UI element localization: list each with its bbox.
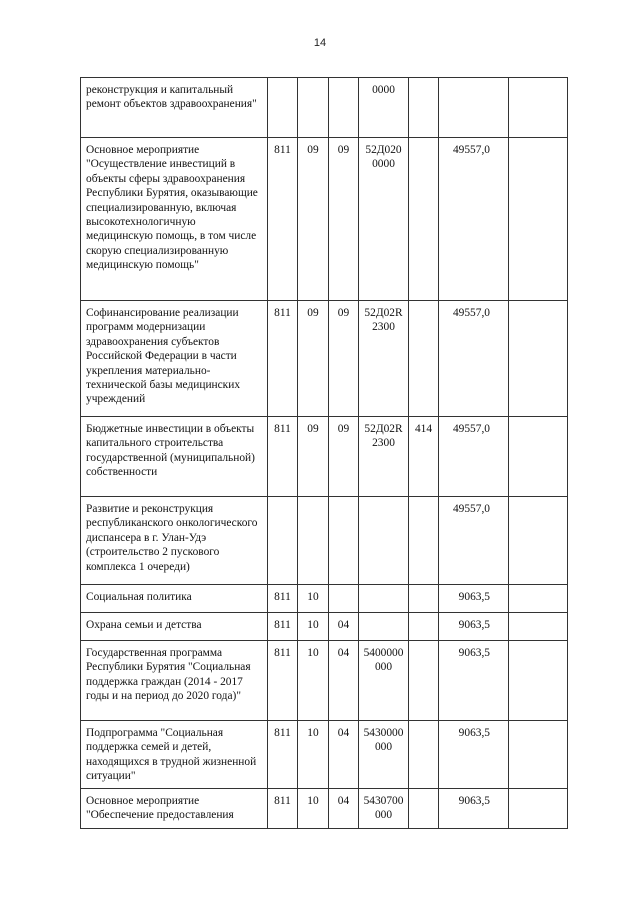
amount-cell [439, 78, 509, 138]
subsection-code-cell [329, 585, 359, 613]
target-article-cell: 5400000 000 [359, 641, 409, 721]
expense-type-cell [409, 788, 439, 828]
ministry-code-cell: 811 [268, 301, 298, 417]
subsection-code-cell: 09 [329, 417, 359, 497]
expense-type-cell [409, 78, 439, 138]
expense-type-cell [409, 301, 439, 417]
table-row [81, 721, 568, 789]
target-article-cell: 5430700 000 [359, 788, 409, 828]
ministry-code-cell [268, 497, 298, 585]
subsection-code-cell: 04 [329, 788, 359, 828]
amount-cell: 9063,5 [439, 641, 509, 721]
row-name-cell: Государственная программа Республики Бурятия "Социальная поддержка граждан (2014 - 2017 годы и на период до 2020 года)" [81, 641, 268, 721]
amount-cell: 49557,0 [439, 417, 509, 497]
table-row [81, 417, 568, 497]
subsection-code-cell [329, 497, 359, 585]
amount-cell: 9063,5 [439, 585, 509, 613]
row-name-cell: Основное мероприятие "Обеспечение предоставления [81, 788, 268, 828]
amount-cell: 9063,5 [439, 613, 509, 641]
row-name-cell: Развитие и реконструкция республиканского онкологического диспансера в г. Улан-Удэ (строительство 2 пускового комплекса 1 очереди) [81, 497, 268, 585]
row-name-cell: Социальная политика [81, 585, 268, 613]
extra-cell [509, 641, 568, 721]
ministry-code-cell: 811 [268, 721, 298, 789]
table-row [81, 497, 568, 585]
ministry-code-cell: 811 [268, 788, 298, 828]
expense-type-cell [409, 138, 439, 301]
table-row [81, 78, 568, 138]
subsection-code-cell: 09 [329, 138, 359, 301]
extra-cell [509, 613, 568, 641]
table-row [81, 641, 568, 721]
ministry-code-cell: 811 [268, 138, 298, 301]
amount-cell: 49557,0 [439, 497, 509, 585]
table-row [81, 585, 568, 613]
section-code-cell [298, 78, 329, 138]
table-row [81, 613, 568, 641]
expense-type-cell: 414 [409, 417, 439, 497]
amount-cell: 49557,0 [439, 138, 509, 301]
row-name-cell: Подпрограмма "Социальная поддержка семей и детей, находящихся в трудной жизненной ситуации" [81, 721, 268, 789]
section-code-cell: 10 [298, 721, 329, 789]
extra-cell [509, 417, 568, 497]
expense-type-cell [409, 497, 439, 585]
subsection-code-cell: 04 [329, 641, 359, 721]
subsection-code-cell: 09 [329, 301, 359, 417]
ministry-code-cell [268, 78, 298, 138]
target-article-cell: 0000 [359, 78, 409, 138]
section-code-cell: 09 [298, 138, 329, 301]
amount-cell: 9063,5 [439, 721, 509, 789]
target-article-cell [359, 497, 409, 585]
extra-cell [509, 301, 568, 417]
row-name-cell: Основное мероприятие "Осуществление инвестиций в объекты сферы здравоохранения Республики Бурятия, оказывающие специализированную, включая высокотехнологичную медицинскую помощь, в том числе скорую специализированную медицинскую помощь" [81, 138, 268, 301]
section-code-cell: 10 [298, 641, 329, 721]
expense-type-cell [409, 641, 439, 721]
row-name-cell: Бюджетные инвестиции в объекты капитального строительства государственной (муниципальной) собственности [81, 417, 268, 497]
row-name-cell: реконструкция и капитальный ремонт объектов здравоохранения" [81, 78, 268, 138]
amount-cell: 9063,5 [439, 788, 509, 828]
row-name-cell: Софинансирование реализации программ модернизации здравоохранения субъектов Российской Федерации в части укрепления материально-технической базы медицинских учреждений [81, 301, 268, 417]
ministry-code-cell: 811 [268, 641, 298, 721]
page-number: 14 [313, 37, 327, 49]
target-article-cell: 52Д020 0000 [359, 138, 409, 301]
section-code-cell: 09 [298, 417, 329, 497]
table-row [81, 301, 568, 417]
section-code-cell: 10 [298, 585, 329, 613]
expense-type-cell [409, 585, 439, 613]
ministry-code-cell: 811 [268, 613, 298, 641]
section-code-cell: 09 [298, 301, 329, 417]
amount-cell: 49557,0 [439, 301, 509, 417]
extra-cell [509, 138, 568, 301]
extra-cell [509, 78, 568, 138]
ministry-code-cell: 811 [268, 585, 298, 613]
extra-cell [509, 788, 568, 828]
subsection-code-cell [329, 78, 359, 138]
target-article-cell: 52Д02R 2300 [359, 301, 409, 417]
expense-type-cell [409, 613, 439, 641]
subsection-code-cell: 04 [329, 721, 359, 789]
extra-cell [509, 585, 568, 613]
subsection-code-cell: 04 [329, 613, 359, 641]
section-code-cell: 10 [298, 788, 329, 828]
target-article-cell [359, 585, 409, 613]
section-code-cell: 10 [298, 613, 329, 641]
target-article-cell [359, 613, 409, 641]
table-row [81, 138, 568, 301]
target-article-cell: 52Д02R 2300 [359, 417, 409, 497]
budget-table [80, 77, 568, 829]
target-article-cell: 5430000 000 [359, 721, 409, 789]
table-row [81, 788, 568, 828]
extra-cell [509, 721, 568, 789]
ministry-code-cell: 811 [268, 417, 298, 497]
section-code-cell [298, 497, 329, 585]
extra-cell [509, 497, 568, 585]
row-name-cell: Охрана семьи и детства [81, 613, 268, 641]
expense-type-cell [409, 721, 439, 789]
